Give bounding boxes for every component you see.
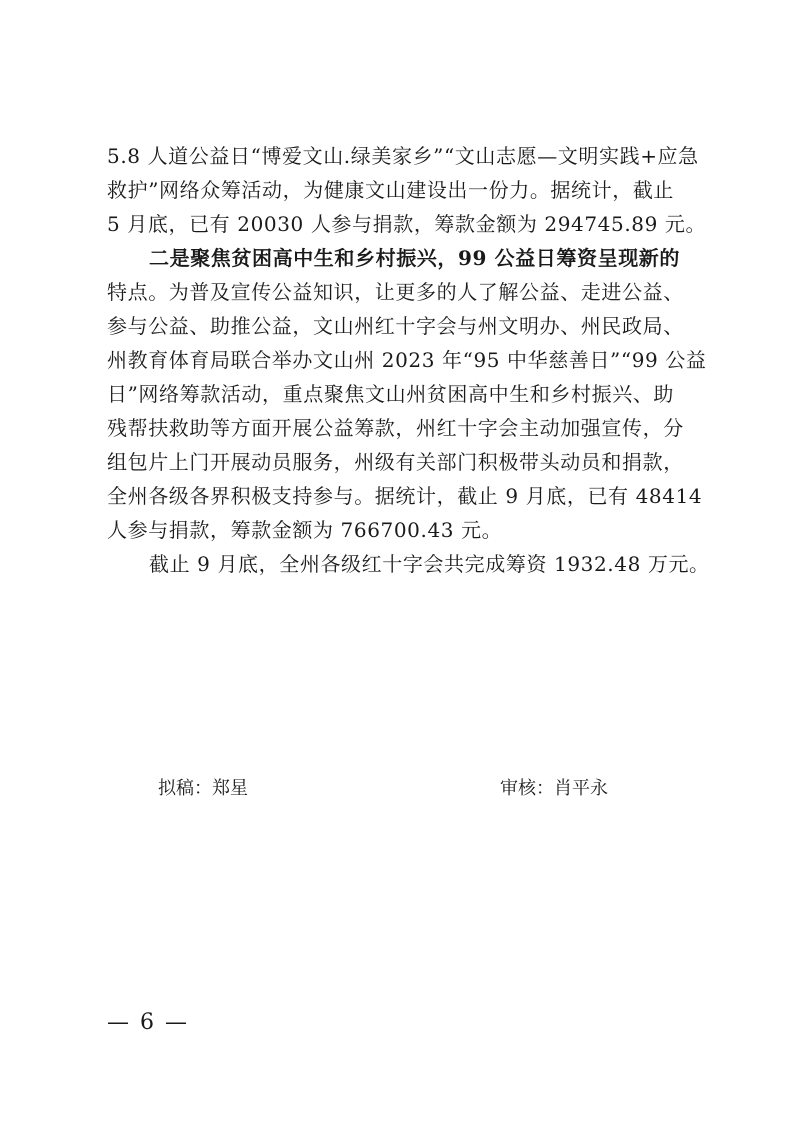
paragraph-2-line-2: 特点。为普及宣传公益知识，让更多的人了解公益、走进公益、 <box>107 280 684 304</box>
paragraph-2-line-9: 人参与捐款，筹款金额为 766700.43 元。 <box>107 518 503 542</box>
paragraph-2-line-7: 组包片上门开展动员服务，州级有关部门积极带头动员和捐款， <box>107 450 684 474</box>
signature-block <box>0 772 793 806</box>
drafter-signature: 拟稿：郑星 <box>158 778 248 799</box>
paragraph-2-line-6: 残帮扶救助等方面开展公益筹款，州红十字会主动加强宣传，分 <box>107 416 684 440</box>
paragraph-2-line-5: 日”网络筹款活动，重点聚焦文山州贫困高中生和乡村振兴、助 <box>107 382 675 406</box>
paragraph-2-line-4: 州教育体育局联合举办文山州 2023 年“95 中华慈善日”“99 公益 <box>107 348 707 372</box>
paragraph-3-line-1: 截止 9 月底，全州各级红十字会共完成筹资 1932.48 万元。 <box>149 552 710 576</box>
page-number: — 6 — <box>107 1010 189 1035</box>
body-text <box>107 139 710 581</box>
paragraph-2-lead-sentence: 二是聚焦贫困高中生和乡村振兴，99 公益日筹资呈现新的 <box>149 246 680 270</box>
paragraph-1-line-1: 5.8 人道公益日“博爱文山.绿美家乡”“文山志愿—文明实践+应急 <box>107 144 699 168</box>
paragraph-2-line-8: 全州各级各界积极支持参与。据统计，截止 9 月底，已有 48414 <box>107 484 703 508</box>
paragraph-2-line-3: 参与公益、助推公益，文山州红十字会与州文明办、州民政局、 <box>107 314 684 338</box>
paragraph-1-line-2: 救护”网络众筹活动，为健康文山建设出一份力。据统计，截止 <box>107 178 675 202</box>
paragraph-1-line-3: 5 月底，已有 20030 人参与捐款，筹款金额为 294745.89 元。 <box>107 212 707 236</box>
reviewer-signature: 审核：肖平永 <box>500 778 608 799</box>
